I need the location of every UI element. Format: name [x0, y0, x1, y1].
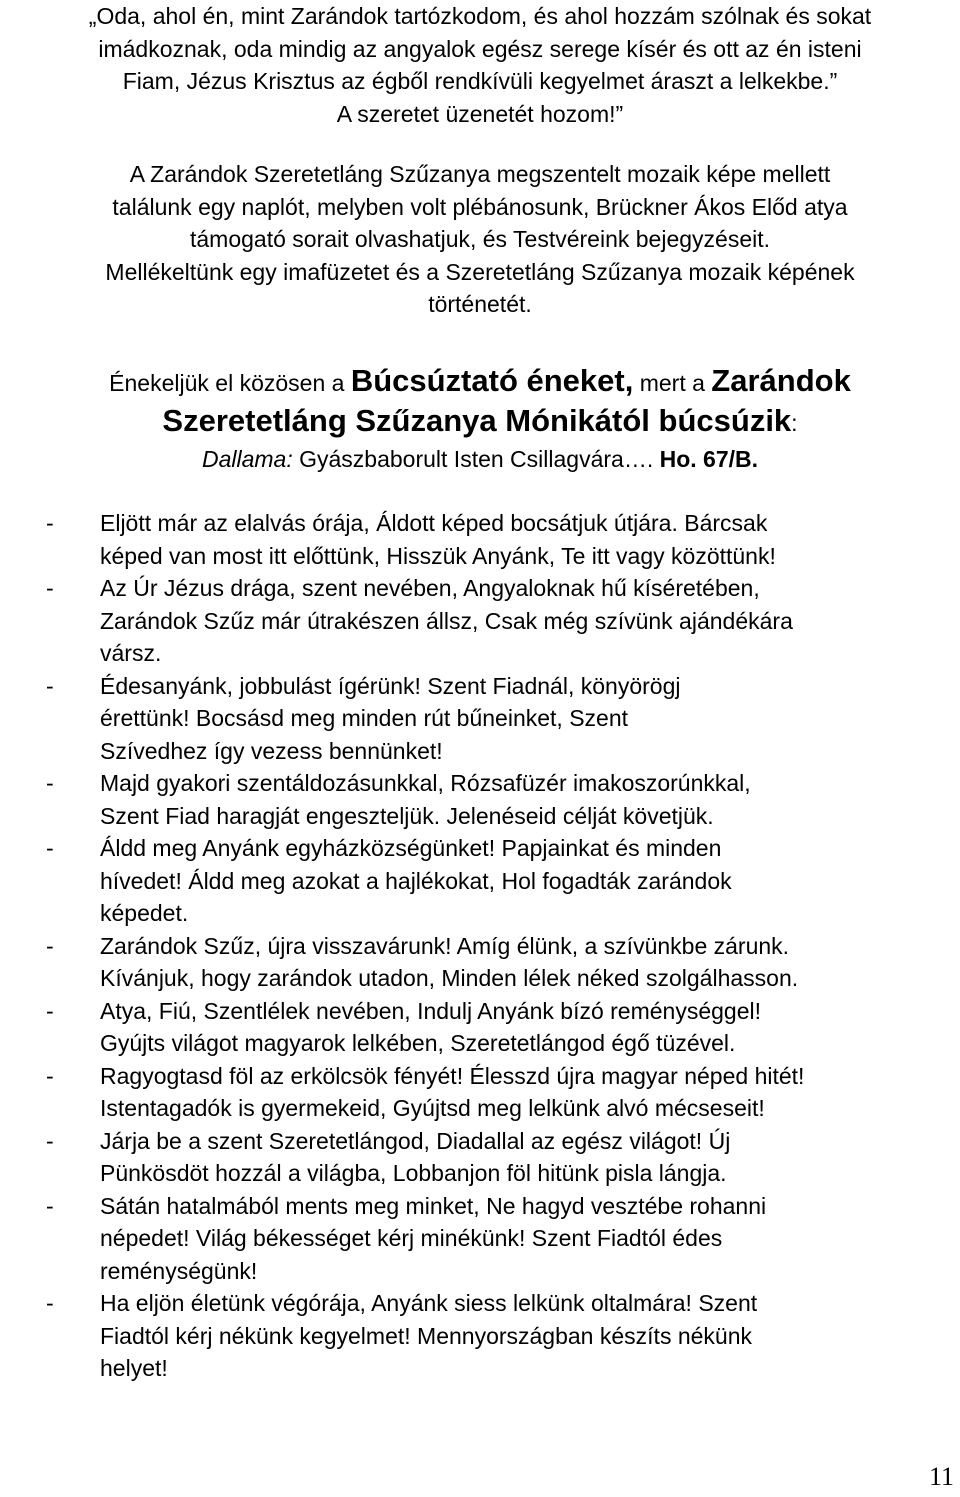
verse-bullet: - — [46, 997, 54, 1024]
verse-line: népedet! Világ békességet kérj minékünk! Szent Fiadtól édes — [100, 1225, 723, 1251]
verse-bullet: - — [46, 672, 54, 699]
quote-line: Fiam, Jézus Krisztus az égből rendkívüli kegyelmet áraszt a lelkekbe.” — [122, 68, 838, 94]
verse-item — [0, 832, 960, 930]
tune-reference: Ho. 67/B. — [653, 446, 759, 472]
verse-line: Kívánjuk, hogy zarándok utadon, Minden lélek néked szolgálhasson. — [100, 965, 799, 991]
page-number: 11 — [928, 1462, 954, 1491]
note-line: Mellékeltünk egy imafüzetet és a Szeretetláng Szűzanya mozaik képének — [105, 258, 855, 285]
verse-item — [0, 670, 960, 768]
verse-bullet: - — [46, 510, 54, 536]
invitation-subject-continued: Szeretetláng Szűzanya Mónikától búcsúzik — [162, 403, 792, 438]
verse-line: Édesanyánk, jobbulást ígérünk! Szent Fiadnál, könyörögj — [100, 672, 681, 699]
verse-item — [0, 1060, 960, 1125]
quote-paragraph — [8, 0, 952, 130]
invitation-line — [8, 362, 952, 402]
verse-bullet: - — [46, 575, 54, 601]
verse-bullet: - — [46, 770, 54, 796]
verse-line: képed van most itt előttünk, Hisszük Anyánk, Te itt vagy közöttünk! — [100, 542, 776, 569]
verse-item — [0, 995, 960, 1060]
tune-title: Gyászbaborult Isten Csillagvára…. — [292, 446, 654, 472]
verse-bullet: - — [46, 1290, 54, 1316]
verse-line: vársz. — [100, 640, 162, 666]
verse-line: Istentagadók is gyermekeid, Gyújtsd meg lelkünk alvó mécseseit! — [100, 1095, 765, 1121]
verse-line: Pünkösdöt hozzál a világba, Lobbanjon föl hitünk pisla lángja. — [100, 1160, 727, 1186]
verse-line: Zarándok Szűz már útrakészen állsz, Csak még szívünk ajándékára — [100, 607, 793, 634]
verse-line: Szent Fiad haragját engeszteljük. Jelenéseid célját követjük. — [100, 802, 714, 829]
verse-line: Szívedhez így vezess bennünket! — [100, 737, 443, 764]
verse-line: érettünk! Bocsásd meg minden rút bűneinket, Szent — [100, 705, 629, 731]
verse-item — [0, 930, 960, 995]
invitation-subject-line — [8, 402, 952, 442]
note-line: támogató sorait olvashatjuk, és Testvéreink bejegyzéseit. — [190, 226, 770, 252]
quote-line: A szeretet üzenetét hozom!” — [336, 100, 624, 127]
note-line: történetét. — [428, 291, 532, 317]
verse-item — [0, 507, 960, 572]
verse-line: helyet! — [100, 1355, 168, 1381]
verse-line: Az Úr Jézus drága, szent nevében, Angyaloknak hű kíséretében, — [100, 575, 760, 601]
tune-label: Dallama: — [201, 446, 293, 472]
note-line: A Zarándok Szeretetláng Szűzanya megszentelt mozaik képe mellett — [129, 161, 831, 187]
verse-line: képedet. — [100, 900, 189, 926]
verse-line: reménységünk! — [100, 1257, 258, 1284]
verse-line: Ragyogtasd föl az erkölcsök fényét! Élesszd újra magyar néped hitét! — [100, 1062, 805, 1089]
invitation-middle: mert a — [633, 370, 712, 396]
verse-item — [0, 767, 960, 832]
verse-bullet: - — [46, 1062, 54, 1089]
verse-line: Fiadtól kérj nékünk kegyelmet! Mennyországban készíts nékünk — [100, 1322, 752, 1349]
verse-line: Atya, Fiú, Szentlélek nevében, Indulj Anyánk bízó reménységgel! — [100, 997, 762, 1024]
quote-line: „Oda, ahol én, mint Zarándok tartózkodom, és ahol hozzám szólnak és sokat — [88, 3, 872, 29]
verse-bullet: - — [46, 1127, 54, 1154]
song-title: Búcsúztató éneket, — [350, 363, 634, 398]
invitation-subject: Zarándok — [711, 363, 851, 398]
invitation-colon: : — [791, 410, 798, 436]
verse-bullet: - — [46, 1192, 54, 1219]
verse-line: Járja be a szent Szeretetlángod, Diadallal az egész világot! Új — [100, 1127, 731, 1154]
verse-line: Gyújts világot magyarok lelkében, Szeretetlángod égő tüzével. — [100, 1030, 736, 1056]
verse-item — [0, 1125, 960, 1190]
verse-line: Eljött már az elalvás órája, Áldott képed bocsátjuk útjára. Bárcsak — [100, 510, 768, 536]
verse-item — [0, 1287, 960, 1385]
song-verses-list — [0, 507, 960, 1385]
invitation-prefix: Énekeljük el közösen a — [109, 370, 351, 396]
verse-line: Áldd meg Anyánk egyházközségünket! Papjainkat és minden — [100, 835, 722, 861]
verse-line: Majd gyakori szentáldozásunkkal, Rózsafüzér imakoszorúnkkal, — [100, 770, 751, 796]
verse-bullet: - — [46, 932, 54, 959]
quote-line: imádkoznak, oda mindig az angyalok egész serege kísér és ott az én isteni — [98, 35, 862, 62]
verse-item — [0, 572, 960, 670]
tune-line — [8, 442, 952, 476]
verse-bullet: - — [46, 835, 54, 861]
verse-item — [0, 1190, 960, 1288]
note-line: találunk egy naplót, melyben volt plébánosunk, Brückner Ákos Előd atya — [112, 193, 848, 220]
verse-line: Zarándok Szűz, újra visszavárunk! Amíg élünk, a szívünkbe zárunk. — [100, 932, 790, 959]
verse-line: Ha eljön életünk végórája, Anyánk siess lelkünk oltalmára! Szent — [100, 1290, 758, 1316]
song-invitation — [8, 362, 952, 476]
verse-line: hívedet! Áldd meg azokat a hajlékokat, Hol fogadták zarándok — [100, 867, 732, 894]
verse-line: Sátán hatalmából ments meg minket, Ne hagyd vesztébe rohanni — [100, 1192, 767, 1219]
diary-note-paragraph — [8, 158, 952, 321]
